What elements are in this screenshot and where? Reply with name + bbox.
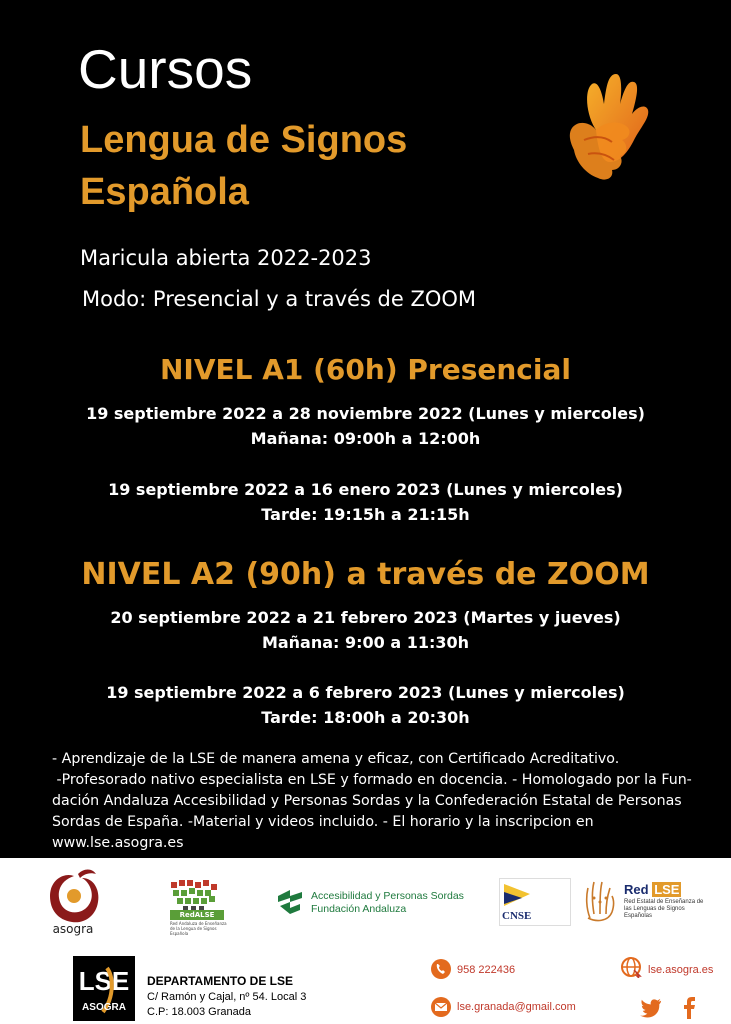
schedule-dates: 19 septiembre 2022 a 28 noviembre 2022 (Lunes y miercoles) — [86, 404, 645, 423]
facebook-icon[interactable] — [682, 997, 696, 1019]
redlse-name — [624, 882, 708, 897]
hands-sign-icon — [566, 70, 656, 186]
level-a1-title: NIVEL A1 (60h) Presencial — [160, 353, 571, 386]
lse-logo-bottom: ASOGRA — [82, 1002, 126, 1013]
enrollment-text: Maricula abierta 2022-2023 — [80, 246, 372, 270]
footer — [0, 858, 731, 1024]
fundacion-name — [311, 890, 464, 916]
redalse-description: Red Andaluza de Enseñanza de la Lengua de Signos Española — [170, 921, 227, 936]
notes-line: - Aprendizaje de la LSE de manera amena y eficaz, con Certificado Acreditativo. — [52, 751, 620, 767]
schedule-block — [0, 401, 731, 451]
schedule-time: Mañana: 9:00 a 11:30h — [261, 633, 470, 652]
email-address[interactable]: lse.granada@gmail.com — [457, 1001, 576, 1013]
fundacion-line-2: Fundación Andaluza — [311, 903, 407, 915]
lse-logo-top: LSE — [78, 966, 130, 996]
fundacion-logo-icon — [276, 886, 306, 916]
course-subtitle — [80, 114, 500, 218]
lse-asogra-logo — [73, 956, 135, 1021]
redlse-red: Red — [624, 882, 649, 897]
schedule-dates: 19 septiembre 2022 a 6 febrero 2023 (Lunes y miercoles) — [106, 683, 625, 702]
notes-line: Sordas de España. -Material y videos incluido. - El horario y la inscripcion en www.lse.asogra.es — [52, 814, 594, 851]
page-title: Cursos — [78, 38, 253, 100]
redlse-logo — [624, 882, 708, 920]
redlse-description: Red Estatal de Enseñanza de las Lenguas de Signos Españolas — [624, 899, 704, 919]
notes-line: dación Andaluza Accesibilidad y Personas Sordas y la Confederación Estatal de Personas — [52, 793, 682, 809]
cnse-name: CNSE — [502, 910, 532, 922]
phone-icon — [430, 958, 452, 980]
redalse-name: RedALSE — [170, 910, 224, 920]
schedule-time: Mañana: 09:00h a 12:00h — [250, 429, 481, 448]
schedule-dates: 19 septiembre 2022 a 16 enero 2023 (Lunes y miercoles) — [108, 480, 623, 499]
course-notes — [52, 749, 724, 854]
schedule-block — [0, 605, 731, 655]
email-icon — [430, 996, 452, 1018]
address-line: C.P: 18.003 Granada — [147, 1006, 251, 1018]
redlse-lse: LSE — [654, 882, 680, 897]
asogra-name: asogra — [52, 922, 94, 936]
hand-outline-icon — [580, 878, 618, 924]
department-title: DEPARTAMENTO DE LSE — [147, 974, 294, 988]
schedule-dates: 20 septiembre 2022 a 21 febrero 2023 (Martes y jueves) — [110, 608, 621, 627]
address-line: C/ Ramón y Cajal, nº 54. Local 3 — [147, 991, 307, 1003]
globe-icon — [620, 956, 642, 978]
mode-text: Modo: Presencial y a través de ZOOM — [82, 287, 477, 311]
schedule-time: Tarde: 19:15h a 21:15h — [261, 505, 470, 524]
schedule-block — [0, 680, 731, 730]
fundacion-line-1: Accesibilidad y Personas Sordas — [311, 890, 464, 902]
subtitle-line-1: Lengua de Signos — [80, 119, 408, 161]
notes-line: -Profesorado nativo especialista en LSE y formado en docencia. - Homologado por la Fun- — [52, 772, 692, 788]
twitter-icon[interactable] — [640, 998, 662, 1018]
schedule-block — [0, 477, 731, 527]
level-a2-title: NIVEL A2 (90h) a través de ZOOM — [81, 557, 650, 592]
schedule-time: Tarde: 18:00h a 20:30h — [261, 708, 470, 727]
subtitle-line-2: Española — [80, 171, 249, 213]
website-link[interactable]: lse.asogra.es — [648, 964, 714, 976]
phone-number[interactable]: 958 222436 — [457, 964, 516, 976]
